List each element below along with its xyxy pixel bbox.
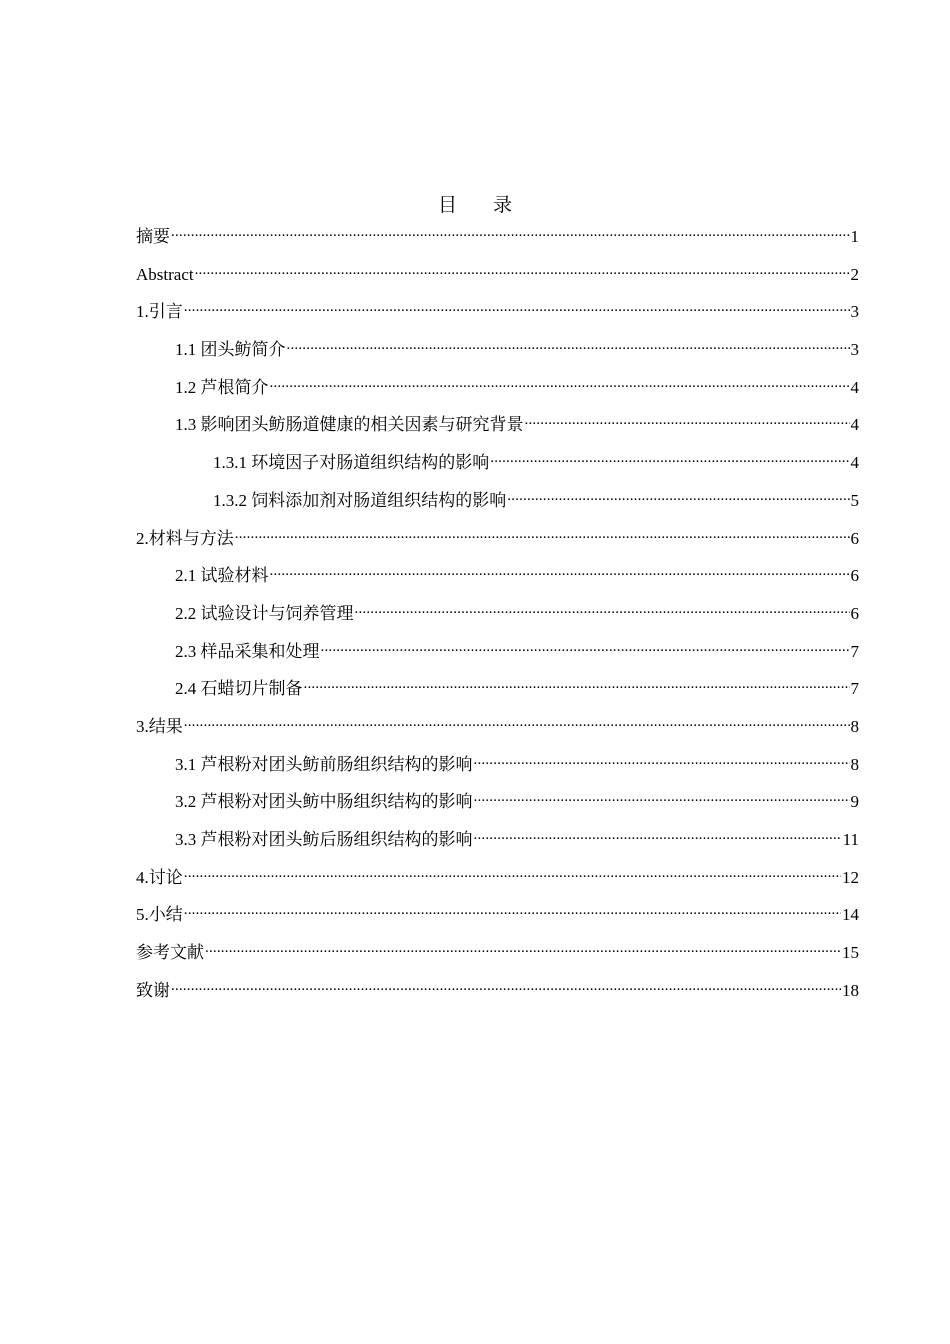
toc-entry-page: 11 — [842, 830, 859, 849]
toc-entry-label: 4.讨论 — [136, 867, 183, 887]
toc-entry-page: 6 — [850, 566, 859, 586]
toc-leader-dots — [205, 938, 841, 958]
toc-leader-dots — [287, 335, 850, 355]
toc-leader-dots — [474, 750, 850, 770]
toc-entry-label: 1.1 团头鲂简介 — [175, 340, 286, 360]
toc-leader-dots — [270, 373, 850, 393]
toc-leader-dots — [270, 561, 850, 581]
toc-entry-label: 1.2 芦根简介 — [175, 377, 269, 397]
toc-entry[interactable] — [136, 260, 859, 298]
toc-leader-dots — [171, 976, 841, 996]
toc-entry-page: 8 — [850, 716, 859, 736]
toc-entry[interactable] — [136, 448, 859, 486]
toc-entry-label: 1.3.2 饲料添加剂对肠道组织结构的影响 — [213, 490, 507, 510]
toc-leader-dots — [184, 297, 850, 317]
toc-entry-page: 2 — [850, 264, 859, 284]
toc-entry-page: 14 — [842, 905, 859, 925]
toc-leader-dots — [507, 486, 849, 506]
toc-entry-label: 参考文献 — [136, 943, 204, 963]
toc-entry-page: 5 — [850, 490, 859, 510]
toc-entry[interactable] — [136, 976, 859, 1014]
toc-entry[interactable] — [136, 410, 859, 448]
toc-entry-label: 3.3 芦根粉对团头鲂后肠组织结构的影响 — [175, 830, 473, 849]
toc-entry[interactable] — [136, 825, 859, 863]
toc-entry-label: 2.2 试验设计与饲养管理 — [175, 603, 354, 623]
toc-entry-label: 2.1 试验材料 — [175, 566, 269, 586]
toc-entry[interactable] — [136, 335, 859, 373]
toc-entry-label: 1.3.1 环境因子对肠道组织结构的影响 — [213, 453, 490, 473]
toc-entry-label: Abstract — [136, 264, 194, 284]
toc-leader-dots — [474, 825, 842, 845]
toc-leader-dots — [195, 260, 850, 280]
toc-entry-label: 3.结果 — [136, 716, 183, 736]
toc-leader-dots — [355, 599, 850, 619]
toc-entry[interactable] — [136, 938, 859, 976]
toc-entry-page: 1 — [850, 227, 859, 246]
toc-entry-label: 3.1 芦根粉对团头鲂前肠组织结构的影响 — [175, 754, 473, 774]
toc-entry[interactable] — [136, 900, 859, 938]
toc-entry[interactable] — [136, 297, 859, 335]
toc-entry-page: 7 — [850, 679, 859, 699]
toc-entry-label: 5.小结 — [136, 905, 183, 925]
toc-entry[interactable] — [136, 524, 859, 562]
toc-entry-page: 18 — [842, 980, 859, 1000]
toc-entry[interactable] — [136, 373, 859, 411]
toc-leader-dots — [474, 787, 850, 807]
toc-entry-label: 2.4 石蜡切片制备 — [175, 679, 303, 699]
toc-entry-page: 12 — [842, 867, 859, 887]
toc-leader-dots — [525, 410, 850, 430]
toc-entry-label: 3.2 芦根粉对团头鲂中肠组织结构的影响 — [175, 792, 473, 812]
toc-entry-label: 1.3 影响团头鲂肠道健康的相关因素与研究背景 — [175, 415, 524, 435]
toc-entry-page: 4 — [850, 453, 859, 473]
toc-entry-page: 15 — [842, 943, 859, 963]
toc-entry[interactable] — [136, 599, 859, 637]
toc-title-char-1: 目 — [437, 195, 457, 216]
toc-leader-dots — [171, 222, 850, 242]
toc-entry[interactable] — [136, 561, 859, 599]
toc-entry[interactable] — [136, 863, 859, 901]
toc-entry-page: 3 — [850, 302, 859, 322]
toc-leader-dots — [490, 448, 849, 468]
toc-entry-page: 4 — [850, 377, 859, 397]
toc-leader-dots — [235, 524, 850, 544]
toc-entry-page: 6 — [850, 528, 859, 548]
toc-entry[interactable] — [136, 637, 859, 675]
toc-entry-label: 2.材料与方法 — [136, 528, 234, 548]
toc-entry-page: 9 — [850, 792, 859, 812]
toc-entry-label: 致谢 — [136, 980, 170, 1000]
toc-title-char-2: 录 — [493, 195, 513, 216]
toc-entry[interactable] — [136, 750, 859, 788]
toc-entry-page: 4 — [850, 415, 859, 435]
toc-entry-page: 6 — [850, 603, 859, 623]
toc-leader-dots — [321, 637, 850, 657]
toc-entry[interactable] — [136, 787, 859, 825]
toc-entry[interactable] — [136, 222, 859, 260]
toc-entry-label: 1.引言 — [136, 302, 183, 322]
toc-entry-page: 7 — [850, 641, 859, 661]
toc-leader-dots — [304, 674, 850, 694]
toc-entry-page: 3 — [850, 340, 859, 360]
toc-entry-page: 8 — [850, 754, 859, 774]
toc-leader-dots — [184, 863, 841, 883]
toc-entry[interactable] — [136, 674, 859, 712]
toc-entry-label: 2.3 样品采集和处理 — [175, 641, 320, 661]
toc-title — [0, 194, 950, 218]
toc-leader-dots — [184, 900, 841, 920]
toc-list — [136, 222, 859, 1013]
toc-entry[interactable] — [136, 486, 859, 524]
toc-leader-dots — [184, 712, 850, 732]
toc-entry[interactable] — [136, 712, 859, 750]
toc-entry-label: 摘要 — [136, 227, 170, 246]
